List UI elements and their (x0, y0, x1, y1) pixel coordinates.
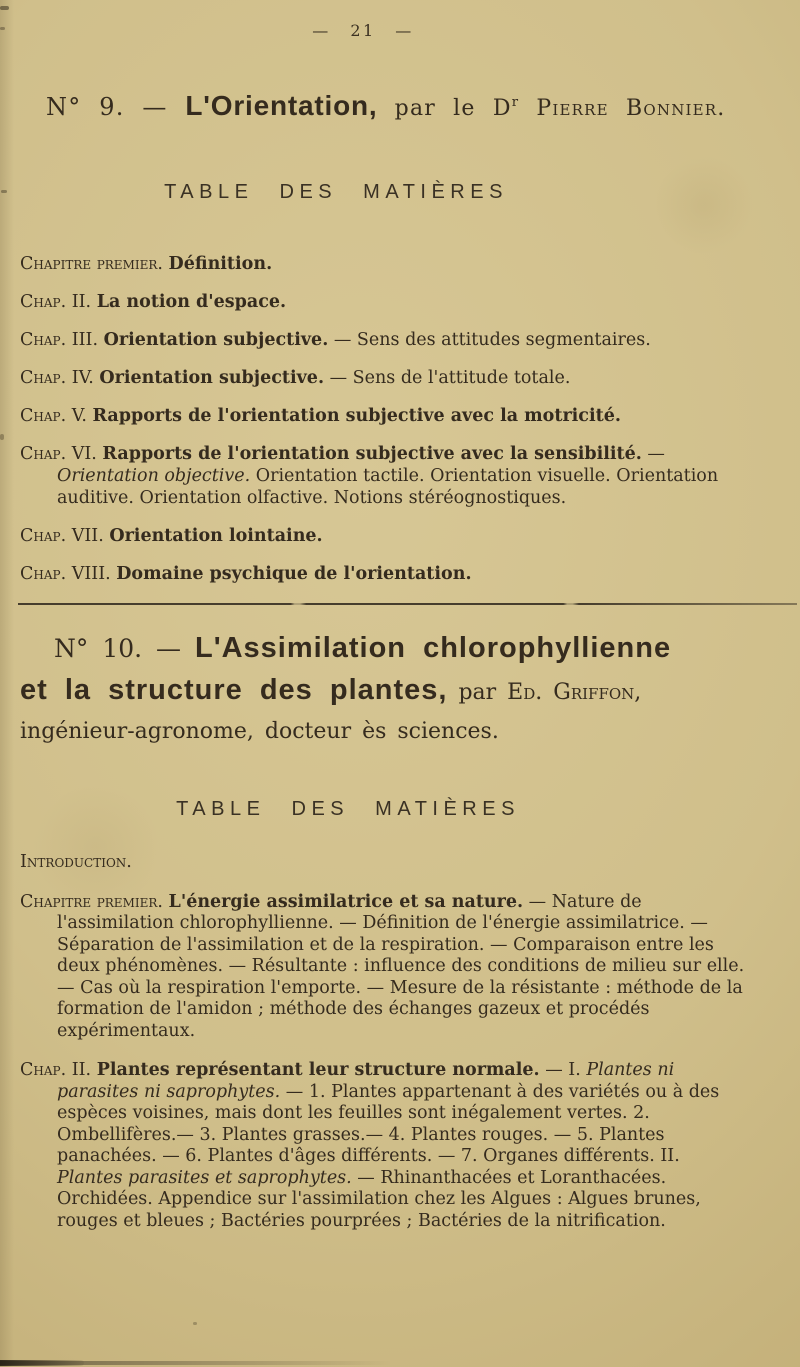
text-run: et la structure des plantes, (20, 674, 448, 706)
text-run: Orientation subjective. (99, 368, 325, 388)
text-run: L'énergie assimilatrice et sa nature. (168, 891, 524, 912)
text-run: Chap. (20, 1060, 67, 1080)
text-run: r (511, 95, 520, 110)
text-run: — I. (539, 1060, 587, 1080)
text-run: IV. (66, 368, 100, 388)
toc-entry (20, 525, 746, 547)
toc-entry (20, 443, 746, 509)
text-run: Pierre Bonnier. (536, 96, 726, 121)
text-run: Orientation objective. (57, 466, 251, 486)
text-run: Chap. (20, 292, 67, 312)
text-run: La notion d'espace. (96, 292, 287, 312)
toc-section-9 (20, 253, 746, 601)
text-run: II. (66, 292, 97, 312)
text-run: V. (66, 406, 93, 426)
text-run: par (447, 680, 508, 705)
text-run: Rapports de l'orientation subjective avec la sensibilité. (102, 444, 642, 464)
text-run: Ed. Griffon, (507, 680, 642, 705)
text-run: II. (66, 1060, 97, 1080)
text-run: — Sens de l'attitude totale. (324, 368, 571, 388)
text-run: L'Orientation, (185, 90, 378, 121)
text-run: Chap. (20, 406, 67, 426)
text-run: — Sens des attitudes segmentaires. (328, 330, 651, 350)
text-run: Orientation subjective. (103, 330, 329, 350)
text-run: VIII. (66, 564, 117, 584)
text-run: Rapports de l'orientation subjective avec la motricité. (92, 406, 621, 426)
text-run: Chap. (20, 564, 67, 584)
text-run: Définition. (168, 254, 273, 274)
scan-speck-artifact (0, 6, 9, 10)
text-run: VII. (66, 526, 110, 546)
text-run: Introduction. (20, 852, 132, 872)
text-run: Chapitre premier. (20, 891, 163, 912)
text-run: Orientation lointaine. (109, 526, 323, 546)
text-run: par le D (377, 96, 512, 121)
text-run: — Nature de l'assimilation chlorophyllienne. — Définition de l'énergie assimilatrice. — Séparation de l'assimilation et de la respiration. — Comparaison entre les deux phénomènes. — Résultante : influence des conditions de milieu sur elle. — Cas où la respiration l'emporte. — Mesure de la résistante : méthode de la formation de l'amidon ; méthode des échanges gazeux et procédés expérimentaux. (57, 891, 745, 1041)
toc-entry (20, 563, 746, 585)
text-run: Chapitre premier. (20, 254, 163, 274)
toc-entry (20, 291, 746, 313)
text-run: ingénieur-agronome, docteur ès sciences. (20, 719, 499, 744)
title-line-2 (20, 671, 780, 713)
toc-entry (20, 892, 750, 1043)
scan-speck-artifact (0, 27, 5, 30)
title-line-1 (20, 629, 780, 671)
toc-entry (20, 329, 746, 351)
text-run: L'Assimilation chlorophyllienne (194, 632, 672, 664)
toc-entry (20, 852, 750, 874)
toc-entry (20, 367, 746, 389)
text-run: Chap. (20, 526, 67, 546)
title-line-3 (20, 713, 780, 752)
section-divider-rule (18, 603, 797, 605)
scan-speck-artifact (1, 190, 7, 193)
toc-heading-section-9: TABLE DES MATIÈRES (164, 181, 508, 203)
text-run: — (641, 444, 665, 464)
page-number: — 21 — (312, 21, 414, 40)
section-9-title (46, 90, 800, 122)
toc-section-10 (20, 852, 750, 1250)
scan-bottom-edge-dark (0, 1360, 84, 1366)
text-run: Chap. (20, 330, 67, 350)
text-run: Chap. (20, 444, 67, 464)
text-run: N° 10. — (54, 634, 195, 663)
toc-entry (20, 1060, 750, 1232)
text-run: Chap. (20, 368, 67, 388)
text-run: Plantes parasites et saprophytes. (57, 1167, 352, 1188)
text-run: Domaine psychique de l'orientation. (116, 564, 472, 584)
toc-entry (20, 405, 746, 427)
text-run: Plantes ni parasites ni saprophytes. (57, 1060, 675, 1102)
section-10-title (20, 629, 780, 752)
text-run: — Rhinanthacées et Loranthacées. Orchidées. Appendice sur l'assimilation chez les Algues : Algues brunes, rouges et bleues ; Bactéries pourprées ; Bactéries de la nitrification. (57, 1167, 701, 1231)
text-run: — 1. Plantes appartenant à des variétés ou à des espèces voisines, mais dont les feuilles sont inégalement vertes. 2. Ombellifères.— 3. Plantes grasses.— 4. Plantes rouges. — 5. Plantes panachées. — 6. Plantes d'âges différents. — 7. Organes différents. II. (57, 1081, 720, 1166)
text-run: Orientation tactile. Orientation visuelle. Orientation auditive. Orientation olfactive. Notions stéréognostiques. (57, 466, 719, 508)
text-run: III. (66, 330, 104, 350)
toc-heading-section-10: TABLE DES MATIÈRES (176, 798, 520, 820)
text-run: Plantes représentant leur structure normale. (96, 1060, 540, 1080)
text-run: VI. (66, 444, 103, 464)
scan-speck-artifact (0, 434, 4, 440)
toc-entry (20, 253, 746, 275)
text-run (519, 96, 536, 121)
text-run: N° 9. — (46, 93, 186, 121)
scan-speck-artifact (193, 1322, 197, 1325)
